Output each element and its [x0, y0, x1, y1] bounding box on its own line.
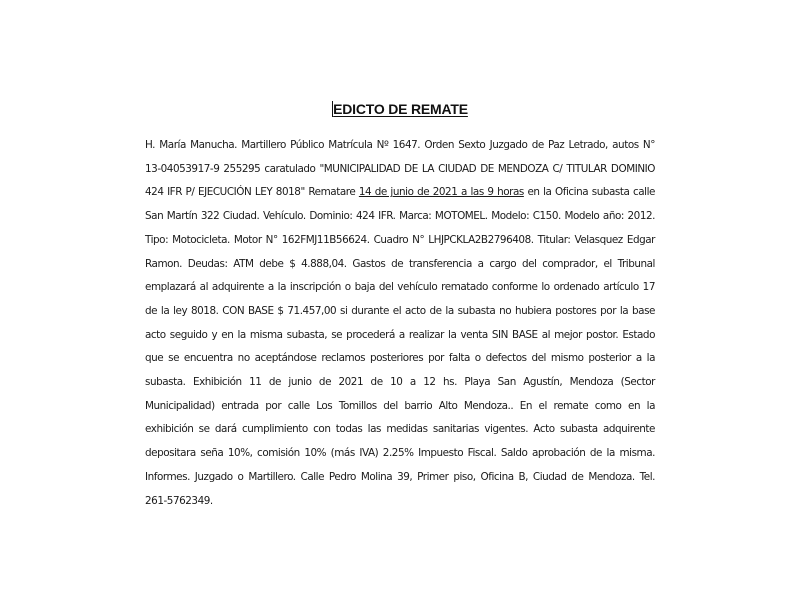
edict-body [145, 134, 655, 513]
document-title-text: EDICTO DE REMATE [333, 101, 468, 117]
edict-text-details: en la Oficina subasta calle San Martín 322 Ciudad. Vehículo. Dominio: 424 IFR. Marca: MOTOMEL. Modelo: C150. Modelo año: 2012. Tipo: Motocicleta. Motor N° 162FMJ11B56624. Cuadro N° LHJPCKLA2B2796408. Titular: Velasquez Edgar Ramon. Deudas: ATM debe $ 4.888,04. Gastos de transferencia a cargo del comprador, el Tribunal emplazará al adquirente a la inscripción o baja del vehículo rematado conforme lo ordenado artículo 17 de la ley 8018. CON BASE $ 71.457,00 si durante el acto de la subasta no hubiera postores por la base acto seguido y en la misma subasta, se procederá a realizar la venta SIN BASE al mejor postor. Estado que se encuentra no aceptándose reclamos posteriores por falta o defectos del mismo posterior a la subasta. Exhibición 11 de junio de 2021 de 10 a 12 hs. Playa San Agustín, Mendoza (Sector Municipalidad) entrada por calle Los Tomillos del barrio Alto Mendoza.. En el remate como en la exhibición se dará cumplimiento con todas las medidas sanitarias vigentes. Acto subasta adquirente depositara seña 10%, comisión 10% (más IVA) 2.25% Impuesto Fiscal. Saldo aprobación de la misma. Informes. Juzgado o Martillero. Calle Pedro Molina 39, Primer piso, Oficina B, Ciudad de Mendoza. Tel. 261-5762349. [145, 186, 655, 507]
auction-date-time: 14 de junio de 2021 a las 9 horas [358, 186, 524, 199]
edict-text-intro: H. María Manucha. Martillero Público Matrícula Nº 1647. Orden Sexto Juzgado de Paz Letrado, autos N° 13-04053917-9 255295 caratulado "MUNICIPALIDAD DE LA CIUDAD DE MENDOZA C/ TITULAR DOMINIO 424 IFR P/ EJECUCIÓN LEY 8018" Rematare [145, 139, 655, 199]
document-title [0, 101, 800, 117]
